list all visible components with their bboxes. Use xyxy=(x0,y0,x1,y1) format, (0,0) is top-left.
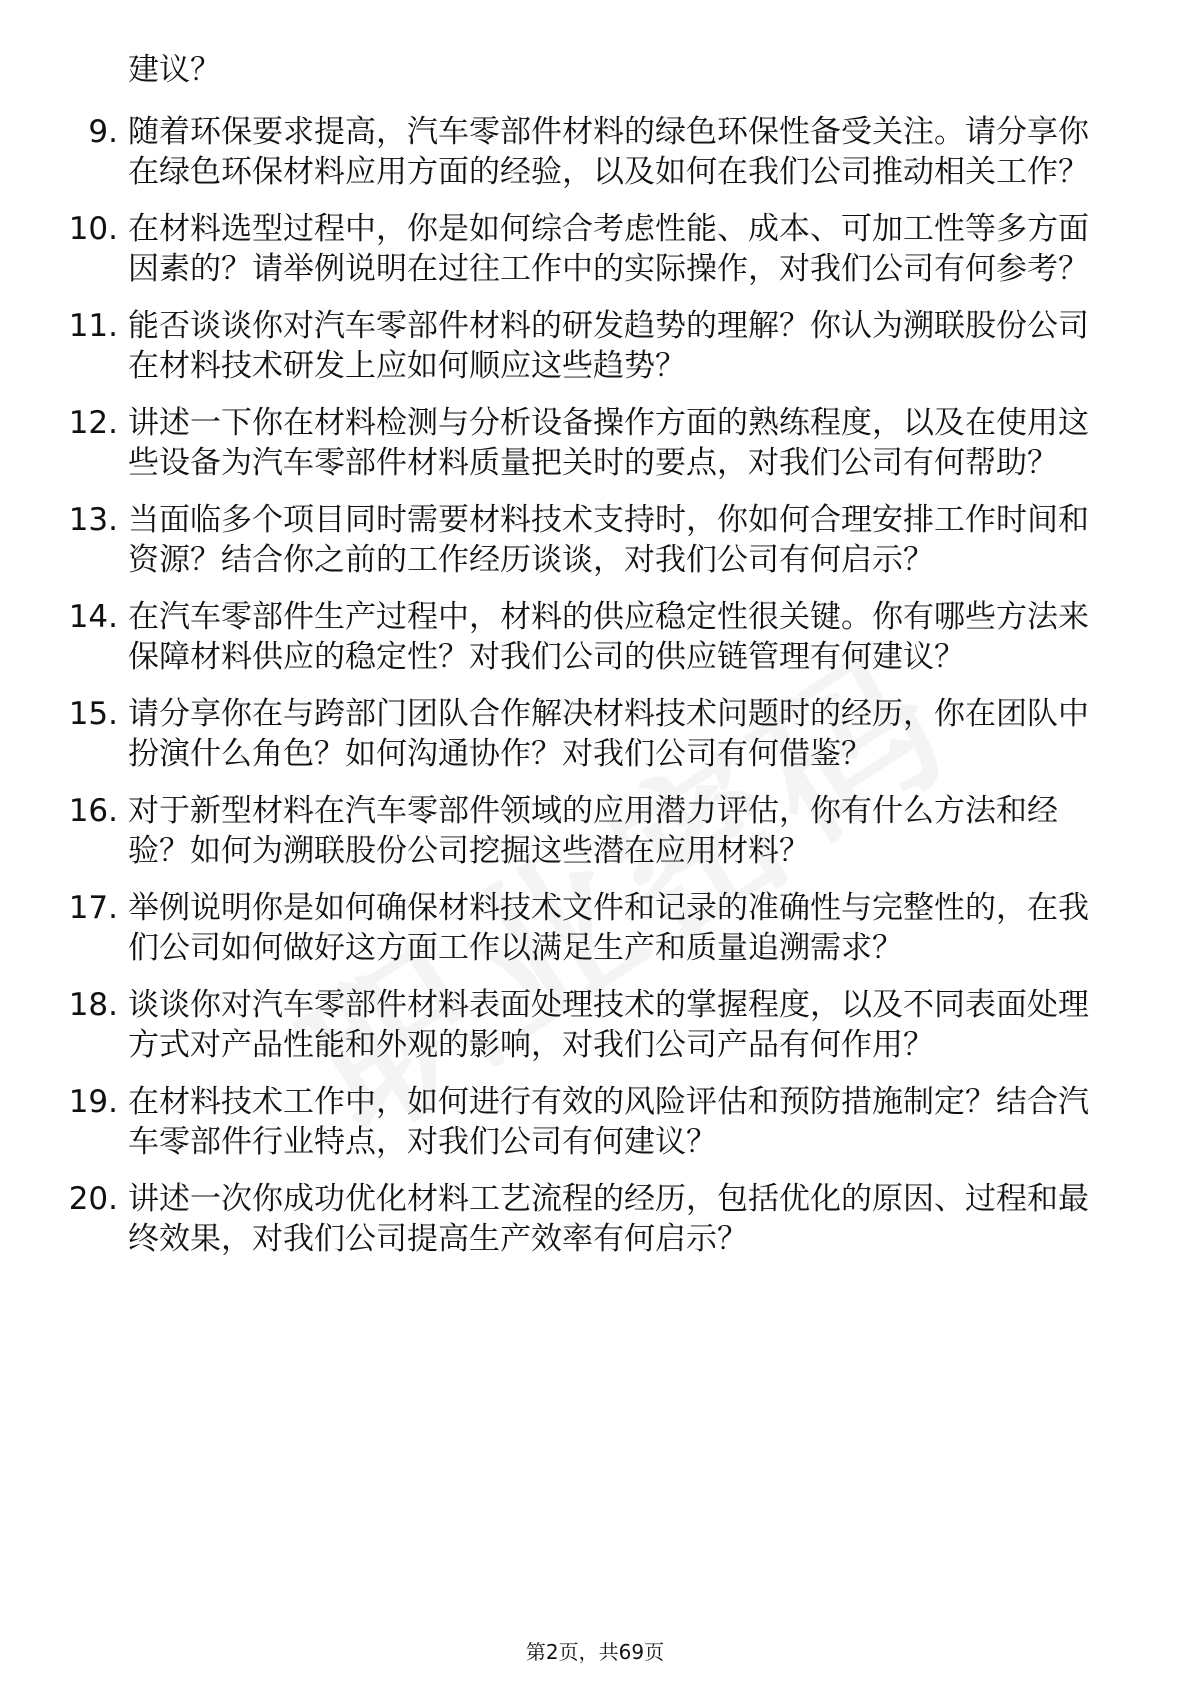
question-text: 在汽车零部件生产过程中，材料的供应稳定性很关键。你有哪些方法来保障材料供应的稳定性？对我们公司的供应链管理有何建议？ xyxy=(128,599,1089,675)
question-number: 17. xyxy=(68,890,118,926)
question-item xyxy=(0,791,1190,871)
question-item xyxy=(0,985,1190,1065)
question-text: 请分享你在与跨部门团队合作解决材料技术问题时的经历，你在团队中扮演什么角色？如何沟通协作？对我们公司有何借鉴？ xyxy=(128,696,1089,772)
question-item xyxy=(0,112,1190,192)
question-text: 随着环保要求提高，汽车零部件材料的绿色环保性备受关注。请分享你在绿色环保材料应用方面的经验，以及如何在我们公司推动相关工作？ xyxy=(128,114,1089,190)
question-number: 9. xyxy=(88,114,118,150)
question-number: 20. xyxy=(68,1181,118,1217)
question-number: 11. xyxy=(68,308,118,344)
continuation-text: 建议？ xyxy=(128,52,221,88)
question-text: 能否谈谈你对汽车零部件材料的研发趋势的理解？你认为溯联股份公司在材料技术研发上应如何顺应这些趋势？ xyxy=(128,308,1089,384)
question-number: 10. xyxy=(68,211,118,247)
question-list xyxy=(0,112,1190,1276)
question-number: 13. xyxy=(68,502,118,538)
question-item xyxy=(0,597,1190,677)
question-item xyxy=(0,403,1190,483)
question-number: 12. xyxy=(68,405,118,441)
question-item xyxy=(0,500,1190,580)
question-text: 在材料技术工作中，如何进行有效的风险评估和预防措施制定？结合汽车零部件行业特点，对我们公司有何建议？ xyxy=(128,1084,1089,1160)
question-number: 16. xyxy=(68,793,118,829)
question-item xyxy=(0,694,1190,774)
question-number: 19. xyxy=(68,1084,118,1120)
question-item xyxy=(0,306,1190,386)
question-item xyxy=(0,888,1190,968)
question-number: 15. xyxy=(68,696,118,732)
question-text: 对于新型材料在汽车零部件领域的应用潜力评估，你有什么方法和经验？如何为溯联股份公司挖掘这些潜在应用材料？ xyxy=(128,793,1058,869)
question-text: 谈谈你对汽车零部件材料表面处理技术的掌握程度，以及不同表面处理方式对产品性能和外观的影响，对我们公司产品有何作用？ xyxy=(128,987,1089,1063)
question-text: 讲述一下你在材料检测与分析设备操作方面的熟练程度，以及在使用这些设备为汽车零部件材料质量把关时的要点，对我们公司有何帮助？ xyxy=(128,405,1089,481)
question-item xyxy=(0,209,1190,289)
question-number: 18. xyxy=(68,987,118,1023)
page-footer: 第2页，共69页 xyxy=(525,1640,665,1664)
question-text: 讲述一次你成功优化材料工艺流程的经历，包括优化的原因、过程和最终效果，对我们公司提高生产效率有何启示？ xyxy=(128,1181,1089,1257)
question-item xyxy=(0,1179,1190,1259)
question-text: 举例说明你是如何确保材料技术文件和记录的准确性与完整性的，在我们公司如何做好这方面工作以满足生产和质量追溯需求？ xyxy=(128,890,1089,966)
question-text: 在材料选型过程中，你是如何综合考虑性能、成本、可加工性等多方面因素的？请举例说明在过往工作中的实际操作，对我们公司有何参考？ xyxy=(128,211,1089,287)
question-text: 当面临多个项目同时需要材料技术支持时，你如何合理安排工作时间和资源？结合你之前的工作经历谈谈，对我们公司有何启示？ xyxy=(128,502,1089,578)
question-number: 14. xyxy=(68,599,118,635)
question-item xyxy=(0,1082,1190,1162)
